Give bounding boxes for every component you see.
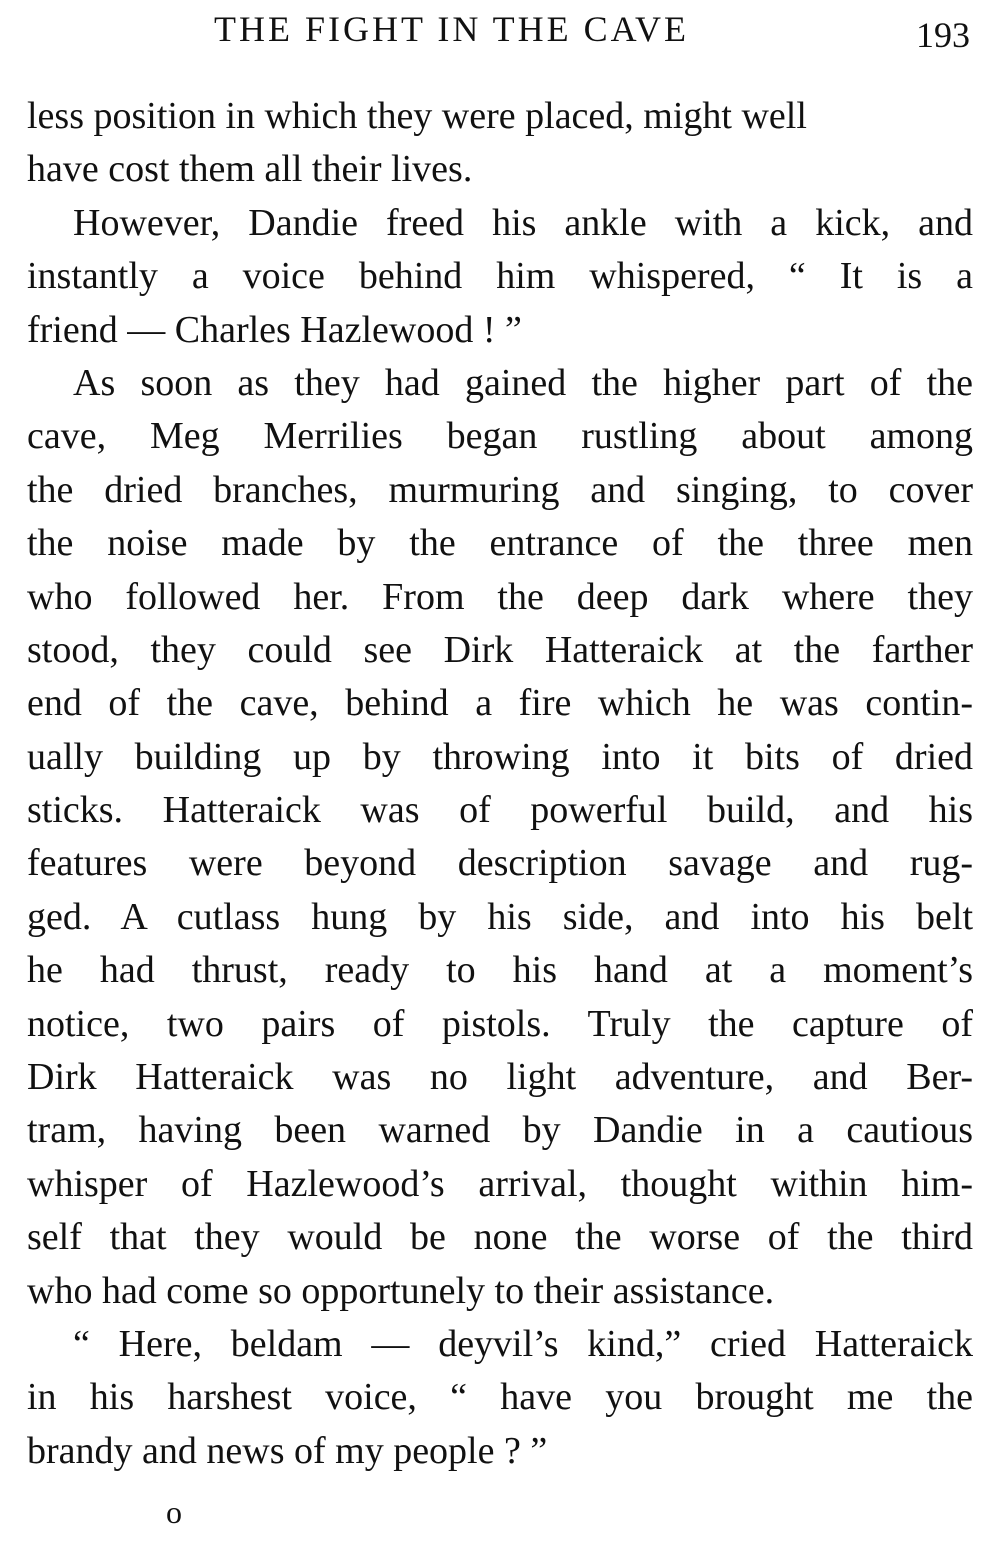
text-line: the dried branches, murmuring and singing, to cover <box>27 468 973 511</box>
text-line: However, Dandie freed his ankle with a kick, and <box>73 201 973 244</box>
text-line: Dirk Hatteraick was no light adventure, and Ber- <box>27 1056 973 1099</box>
text-line: brandy and news of my people ? ” <box>27 1429 548 1472</box>
text-line: “ Here, beldam — deyvil’s kind,” cried Hatteraick <box>73 1322 973 1365</box>
text-line: end of the cave, behind a fire which he was contin- <box>27 682 973 725</box>
text-line: less position in which they were placed, might well <box>27 95 807 137</box>
body-text <box>27 90 973 1478</box>
text-line: features were beyond description savage and rug- <box>27 842 973 885</box>
page-number: 193 <box>916 15 970 55</box>
text-line: who followed her. From the deep dark where they <box>27 575 973 618</box>
text-line: who had come so opportunely to their assistance. <box>27 1269 775 1312</box>
text-line: he had thrust, ready to his hand at a moment’s <box>27 949 973 992</box>
text-line: As soon as they had gained the higher part of the <box>73 361 973 404</box>
text-line: self that they would be none the worse of the third <box>27 1216 973 1259</box>
text-line: notice, two pairs of pistols. Truly the capture of <box>27 1002 973 1045</box>
text-line: friend — Charles Hazlewood ! ” <box>27 308 522 351</box>
running-title: THE FIGHT IN THE CAVE <box>214 9 689 49</box>
text-line: have cost them all their lives. <box>27 148 473 191</box>
text-line: ged. A cutlass hung by his side, and into his belt <box>27 895 973 938</box>
text-line: in his harshest voice, “ have you brought me the <box>27 1376 973 1419</box>
signature-mark: o <box>166 1494 182 1530</box>
text-line: tram, having been warned by Dandie in a cautious <box>27 1109 973 1152</box>
text-line: cave, Meg Merrilies began rustling about among <box>27 415 973 458</box>
text-line: stood, they could see Dirk Hatteraick at the farther <box>27 628 973 671</box>
text-line: ually building up by throwing into it bits of dried <box>27 735 973 778</box>
text-line: instantly a voice behind him whispered, “ It is a <box>27 255 973 298</box>
text-line: the noise made by the entrance of the three men <box>27 522 973 565</box>
text-line: whisper of Hazlewood’s arrival, thought within him- <box>27 1162 973 1205</box>
text-line: sticks. Hatteraick was of powerful build, and his <box>27 789 973 832</box>
